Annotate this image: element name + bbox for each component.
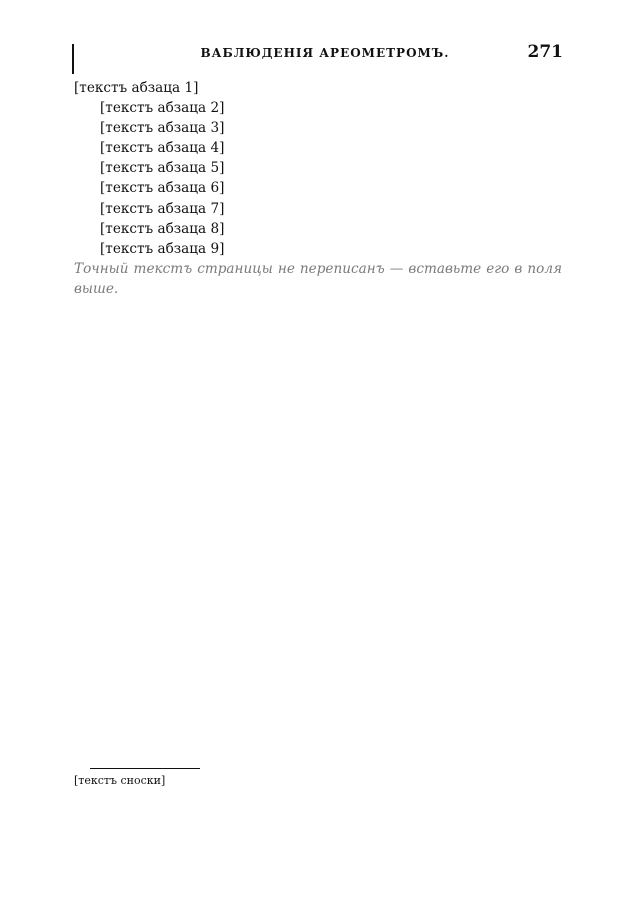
body-text [74,78,562,299]
footnote-rule [90,768,200,769]
transcription-note: Точный текстъ страницы не переписанъ — вставьте его в поля выше. [74,260,562,297]
paragraph-8: [текстъ абзаца 8] [100,220,225,237]
paragraph-9: [текстъ абзаца 9] [100,240,225,257]
paragraph-7: [текстъ абзаца 7] [100,200,225,217]
paragraph-4: [текстъ абзаца 4] [100,140,225,157]
paragraph-3: [текстъ абзаца 3] [100,120,225,137]
paragraph-6: [текстъ абзаца 6] [100,180,225,197]
paragraph-1: [текстъ абзаца 1] [74,80,199,96]
footnote: [текстъ сноски] [74,774,166,787]
margin-rule [72,44,74,74]
running-title: ВАБЛЮДЕНІЯ АРЕОМЕТРОМЪ. [200,46,450,60]
page-number: 271 [527,42,563,62]
paragraph-5: [текстъ абзаца 5] [100,160,225,177]
paragraph-2: [текстъ абзаца 2] [100,100,225,117]
